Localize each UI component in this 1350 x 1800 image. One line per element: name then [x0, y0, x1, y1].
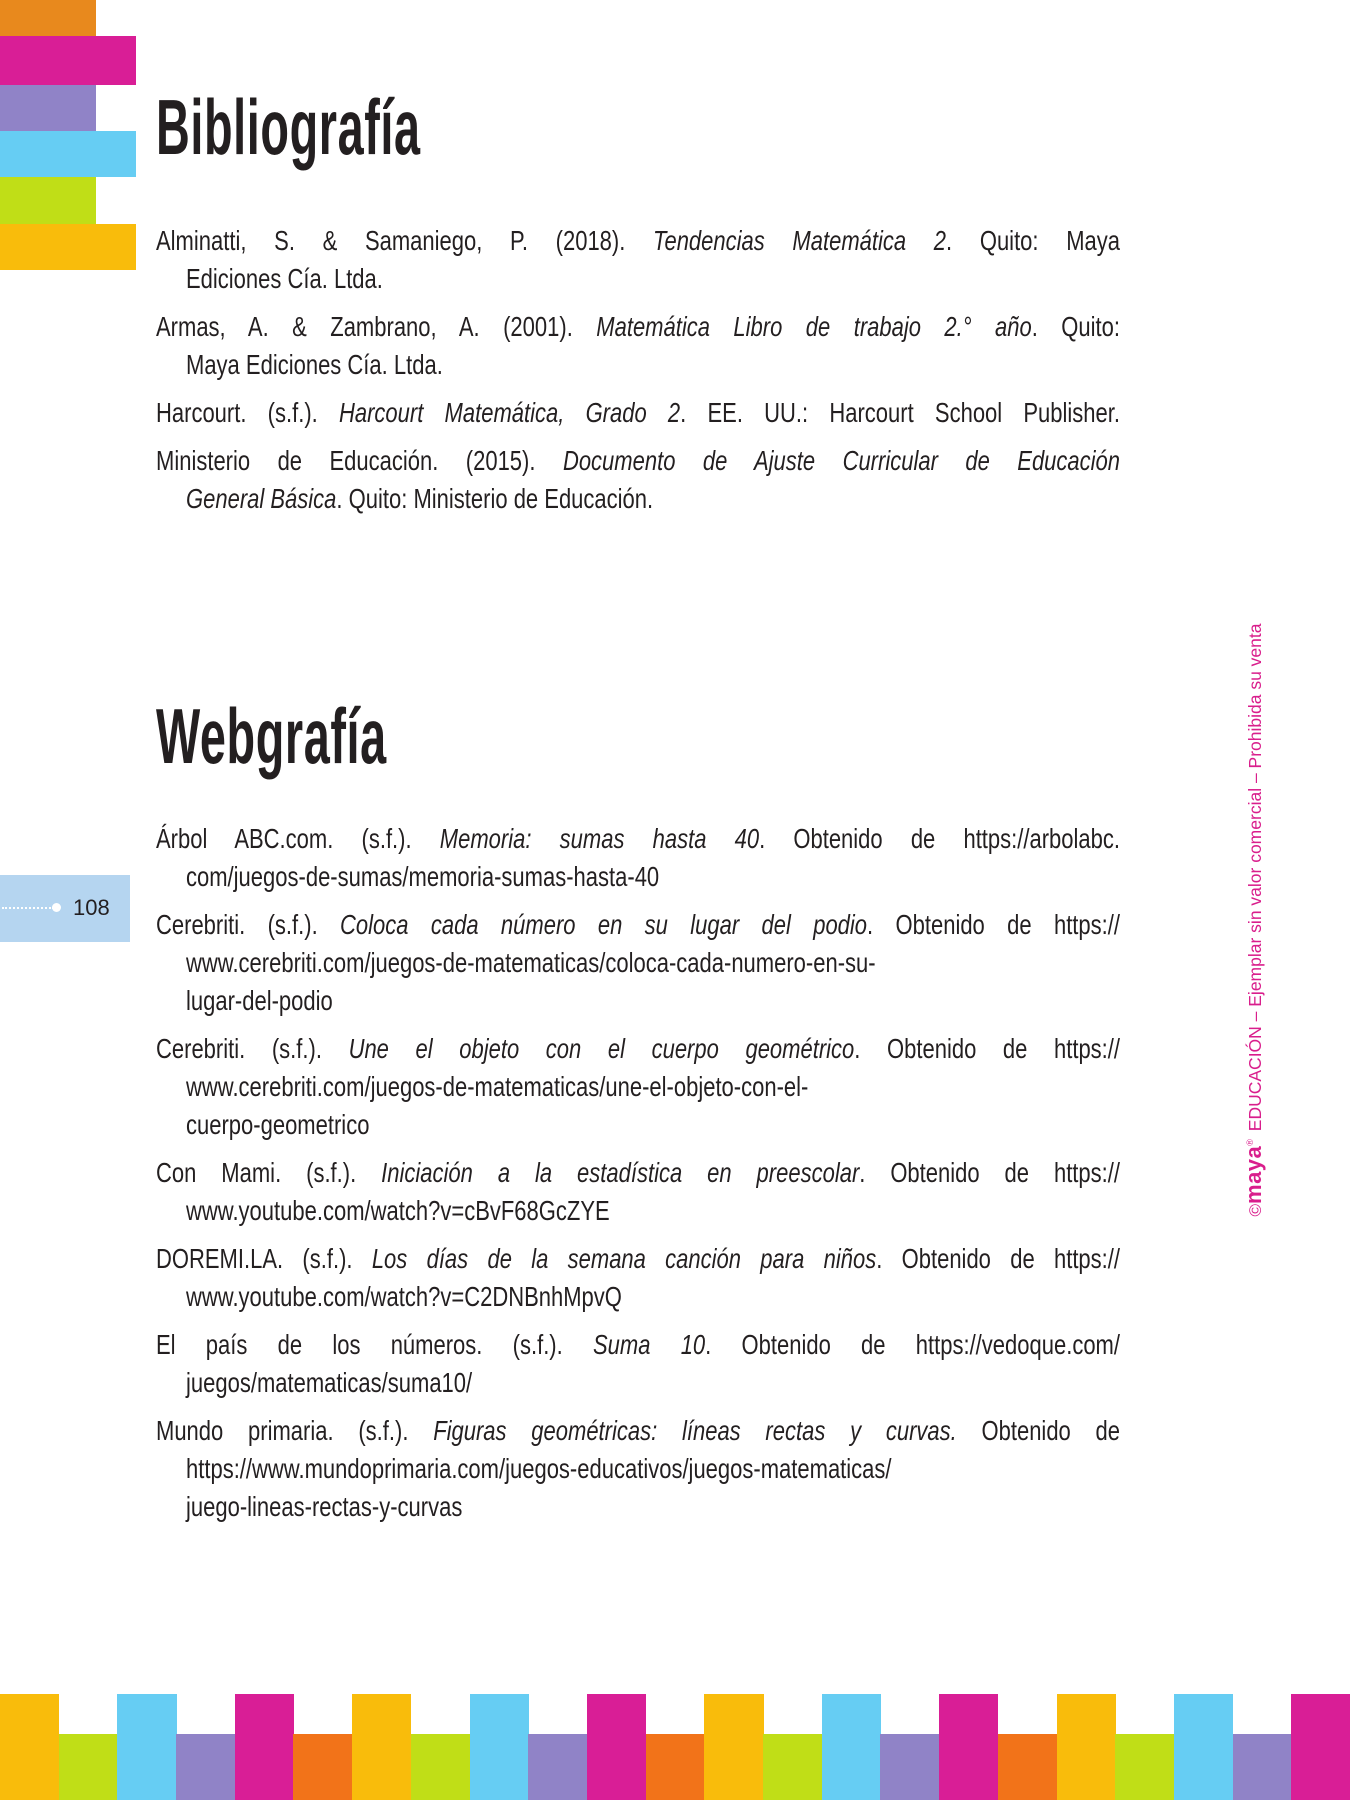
top-color-bar: [0, 177, 96, 224]
reference-line-text: [156, 442, 1120, 480]
reference-text: www.youtube.com/watch?v=cBvF68GcZYE: [186, 1195, 610, 1226]
reference-line: [156, 1278, 1120, 1316]
reference-entry: [156, 820, 1120, 896]
reference-text: https://www.mundoprimaria.com/juegos-educativos/juegos-matematicas/: [186, 1453, 892, 1484]
reference-text: DOREMI.LA. (s.f.).: [156, 1243, 372, 1274]
reference-line: [156, 1488, 1120, 1526]
bottom-color-bar: [998, 1734, 1057, 1800]
reference-text: Maya Ediciones Cía. Ltda.: [186, 349, 443, 380]
reference-text: lugar-del-podio: [186, 985, 333, 1016]
reference-title: Documento de Ajuste Curricular de Educación: [562, 445, 1120, 476]
bottom-color-bar: [411, 1734, 470, 1800]
bottom-color-bar: [704, 1694, 763, 1800]
bottom-color-bar: [59, 1734, 118, 1800]
reference-text: Con Mami. (s.f.).: [156, 1157, 382, 1188]
top-color-bar: [0, 0, 96, 36]
registered-mark: ®: [1245, 1139, 1255, 1146]
reference-line: [156, 1364, 1120, 1402]
reference-line: [156, 1154, 1120, 1192]
reference-line-text: [186, 1364, 1120, 1402]
top-color-bar: [0, 131, 136, 177]
webography-list: [156, 820, 1120, 1536]
reference-line-text: [156, 1154, 1120, 1192]
reference-line-text: [186, 346, 1120, 384]
bottom-color-bar: [822, 1694, 881, 1800]
reference-line: [156, 1240, 1120, 1278]
reference-text: . Obtenido de https://: [854, 1033, 1120, 1064]
reference-title: Los días de la semana canción para niños: [371, 1243, 877, 1274]
bottom-color-bar: [470, 1694, 529, 1800]
reference-line: [156, 858, 1120, 896]
bottom-color-bar: [293, 1734, 352, 1800]
reference-text: com/juegos-de-sumas/memoria-sumas-hasta-40: [186, 861, 660, 892]
bottom-color-bar: [1115, 1734, 1174, 1800]
reference-text: Alminatti, S. & Samaniego, P. (2018).: [156, 225, 654, 256]
reference-text: Ediciones Cía. Ltda.: [186, 263, 383, 294]
reference-entry: [156, 442, 1120, 518]
reference-line: [156, 1068, 1120, 1106]
reference-line-text: [186, 1192, 1120, 1230]
reference-entry: [156, 1412, 1120, 1526]
top-color-bar: [0, 85, 96, 131]
bottom-color-bar: [1291, 1694, 1350, 1800]
leader-dot-icon: [52, 903, 61, 912]
bottom-color-bar: [939, 1694, 998, 1800]
reference-text: . Obtenido de https://: [876, 1243, 1120, 1274]
reference-line-text: [186, 1278, 1120, 1316]
reference-line: [156, 982, 1120, 1020]
reference-title: Harcourt Matemática, Grado 2: [338, 397, 681, 428]
bottom-color-bar: [117, 1694, 176, 1800]
reference-text: Árbol ABC.com. (s.f.).: [156, 823, 440, 854]
reference-line: [156, 1192, 1120, 1230]
reference-entry: [156, 222, 1120, 298]
reference-line-text: [156, 820, 1120, 858]
reference-title: Matemática Libro de trabajo 2.° año: [596, 311, 1032, 342]
reference-title: Iniciación a la estadística en preescolar: [381, 1157, 860, 1188]
reference-text: www.cerebriti.com/juegos-de-matematicas/une-el-objeto-con-el-: [186, 1071, 809, 1102]
reference-text: www.cerebriti.com/juegos-de-matematicas/coloca-cada-numero-en-su-: [186, 947, 876, 978]
reference-text: juegos/matematicas/suma10/: [186, 1367, 473, 1398]
page-number: 108: [73, 895, 110, 920]
reference-line-text: [186, 260, 1120, 298]
vertical-copyright-note: [1237, 590, 1266, 1250]
reference-line: [156, 308, 1120, 346]
reference-entry: [156, 1240, 1120, 1316]
bottom-color-bar: [235, 1694, 294, 1800]
bottom-color-bar: [1233, 1734, 1292, 1800]
reference-title: Tendencias Matemática 2: [653, 225, 947, 256]
reference-line-text: [156, 1030, 1120, 1068]
top-color-bar: [0, 224, 136, 270]
bottom-color-bar: [1174, 1694, 1233, 1800]
bibliography-heading: Bibliografía: [156, 83, 421, 171]
reference-line-text: [186, 944, 1120, 982]
reference-line-text: [186, 982, 1120, 1020]
reference-text: . EE. UU.: Harcourt School Publisher.: [680, 397, 1120, 428]
maya-logo: maya: [1241, 1145, 1266, 1204]
bottom-color-bar: [587, 1694, 646, 1800]
copyright-symbol: ©: [1246, 1203, 1265, 1217]
reference-text: . Obtenido de https://vedoque.com/: [705, 1329, 1120, 1360]
top-color-bar: [0, 36, 136, 85]
reference-entry: [156, 394, 1120, 432]
reference-text: Cerebriti. (s.f.).: [156, 909, 341, 940]
reference-line-text: [186, 1450, 1120, 1488]
dotted-leader: [2, 907, 54, 909]
reference-line: [156, 944, 1120, 982]
reference-entry: [156, 1326, 1120, 1402]
reference-line-text: [186, 480, 1120, 518]
reference-line: [156, 1030, 1120, 1068]
reference-line: [156, 480, 1120, 518]
reference-line: [156, 394, 1120, 432]
reference-entry: [156, 1154, 1120, 1230]
reference-title: Une el objeto con el cuerpo geométrico: [348, 1033, 855, 1064]
bottom-color-bar: [352, 1694, 411, 1800]
reference-line: [156, 346, 1120, 384]
page-number-tab: [0, 875, 130, 942]
reference-text: . Obtenido de https://arbolabc.: [759, 823, 1120, 854]
reference-line: [156, 1450, 1120, 1488]
reference-line: [156, 820, 1120, 858]
reference-line-text: [156, 906, 1120, 944]
reference-text: Armas, A. & Zambrano, A. (2001).: [156, 311, 597, 342]
reference-line-text: [156, 308, 1120, 346]
reference-text: Ministerio de Educación. (2015).: [156, 445, 563, 476]
reference-line: [156, 222, 1120, 260]
reference-line-text: [186, 1106, 1120, 1144]
reference-line: [156, 906, 1120, 944]
reference-line-text: [156, 1240, 1120, 1278]
reference-text: Cerebriti. (s.f.).: [156, 1033, 349, 1064]
reference-text: . Quito:: [1031, 311, 1120, 342]
reference-line-text: [156, 394, 1120, 432]
bottom-color-bar: [528, 1734, 587, 1800]
reference-entry: [156, 1030, 1120, 1144]
reference-title: General Básica: [186, 483, 337, 514]
reference-entry: [156, 308, 1120, 384]
bottom-color-bar: [763, 1734, 822, 1800]
reference-text: Mundo primaria. (s.f.).: [156, 1415, 434, 1446]
reference-line: [156, 1106, 1120, 1144]
bottom-color-bar: [646, 1734, 705, 1800]
reference-line: [156, 1412, 1120, 1450]
reference-line-text: [156, 222, 1120, 260]
reference-text: Harcourt. (s.f.).: [156, 397, 339, 428]
reference-line-text: [186, 858, 1120, 896]
bottom-color-bar: [176, 1734, 235, 1800]
reference-text: . Obtenido de https://: [859, 1157, 1120, 1188]
reference-title: Coloca cada número en su lugar del podio: [340, 909, 868, 940]
reference-line-text: [186, 1068, 1120, 1106]
reference-text: cuerpo-geometrico: [186, 1109, 370, 1140]
reference-title: Suma 10: [592, 1329, 706, 1360]
bottom-color-bar: [880, 1734, 939, 1800]
reference-title: Memoria: sumas hasta 40: [439, 823, 760, 854]
reference-text: juego-lineas-rectas-y-curvas: [186, 1491, 463, 1522]
reference-text: El país de los números. (s.f.).: [156, 1329, 593, 1360]
copyright-text: EDUCACIÓN – Ejemplar sin valor comercial – Prohibida su venta: [1245, 623, 1265, 1137]
reference-line: [156, 442, 1120, 480]
bottom-color-bar: [1057, 1694, 1116, 1800]
reference-line: [156, 260, 1120, 298]
reference-line-text: [156, 1412, 1120, 1450]
reference-text: . Obtenido de https://: [867, 909, 1120, 940]
reference-title: Figuras geométricas: líneas rectas y curvas.: [433, 1415, 957, 1446]
reference-line-text: [186, 1488, 1120, 1526]
reference-text: Obtenido de: [956, 1415, 1120, 1446]
reference-entry: [156, 906, 1120, 1020]
decorative-bottom-bars: [0, 1694, 1350, 1800]
reference-text: . Quito: Maya: [946, 225, 1120, 256]
bottom-color-bar: [0, 1694, 59, 1800]
webography-heading: Webgrafía: [156, 692, 387, 780]
reference-text: . Quito: Ministerio de Educación.: [336, 483, 654, 514]
reference-line: [156, 1326, 1120, 1364]
bibliography-list: [156, 222, 1120, 528]
reference-line-text: [156, 1326, 1120, 1364]
reference-text: www.youtube.com/watch?v=C2DNBnhMpvQ: [186, 1281, 622, 1312]
